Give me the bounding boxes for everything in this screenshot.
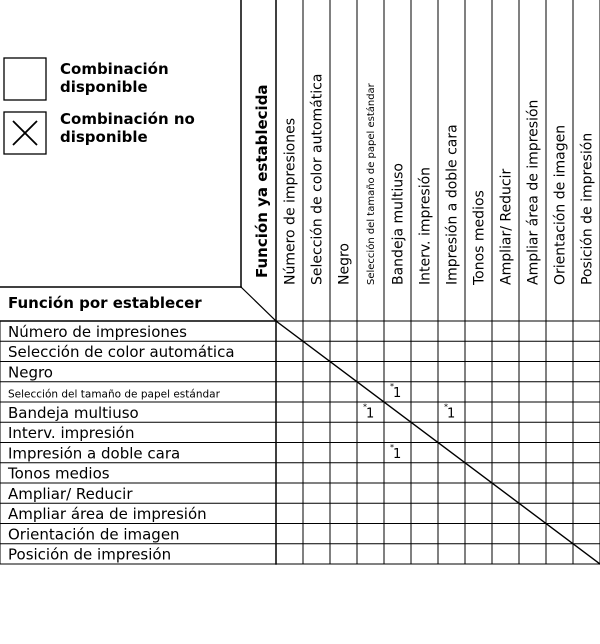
row-label: Ampliar área de impresión xyxy=(8,505,207,523)
corner-diagonal xyxy=(241,287,276,321)
footnote-number: 1 xyxy=(447,406,456,422)
column-label: Ampliar área de impresión xyxy=(525,99,542,285)
column-label: Posición de impresión xyxy=(579,132,596,285)
function-to-set-header: Función por establecer xyxy=(8,294,202,312)
column-label: Negro xyxy=(336,243,353,285)
footnote-star: * xyxy=(444,402,448,412)
footnote-mark xyxy=(363,402,374,421)
column-label: Ampliar/ Reducir xyxy=(498,168,515,285)
row-label: Tonos medios xyxy=(8,464,110,483)
footnote-mark xyxy=(390,443,401,462)
available-swatch xyxy=(4,58,46,100)
row-label: Selección de color automática xyxy=(8,343,235,361)
row-label: Interv. impresión xyxy=(8,424,135,442)
legend-unavailable-line2: disponible xyxy=(60,128,148,146)
column-label: Interv. impresión xyxy=(417,166,434,285)
row-label: Número de impresiones xyxy=(8,322,187,341)
row-label: Ampliar/ Reducir xyxy=(8,484,133,503)
column-label: Selección de color automática xyxy=(309,73,326,285)
legend-available-line2: disponible xyxy=(60,78,148,96)
footnote-number: 1 xyxy=(393,386,402,401)
footnote-star: * xyxy=(390,382,394,391)
column-label: Bandeja multiuso xyxy=(390,163,407,285)
row-label: Posición de impresión xyxy=(8,545,172,564)
footnote-number: 1 xyxy=(393,446,402,462)
column-label: Selección del tamaño de papel estándar xyxy=(366,83,377,285)
row-label: Impresión a doble cara xyxy=(8,444,181,463)
footnote-star: * xyxy=(390,442,394,452)
legend-unavailable-line1: Combinación no xyxy=(60,110,195,128)
footnote-number: 1 xyxy=(366,406,375,422)
row-label: Selección del tamaño de papel estándar xyxy=(8,388,220,401)
footnote-star: * xyxy=(363,402,367,412)
column-label: Orientación de imagen xyxy=(552,124,569,285)
footnote-mark xyxy=(444,402,455,421)
column-label: Número de impresiones xyxy=(282,117,299,285)
row-label: Bandeja multiuso xyxy=(8,403,139,422)
footnote-mark xyxy=(390,382,401,401)
column-labels xyxy=(283,74,596,286)
column-label: Impresión a doble cara xyxy=(444,124,461,285)
column-label: Tonos medios xyxy=(471,190,488,285)
legend-available-line1: Combinación xyxy=(60,60,169,78)
row-label: Negro xyxy=(8,363,53,382)
row-labels xyxy=(7,323,235,564)
row-label: Orientación de imagen xyxy=(8,525,180,544)
established-function-header: Función ya establecida xyxy=(253,84,271,278)
